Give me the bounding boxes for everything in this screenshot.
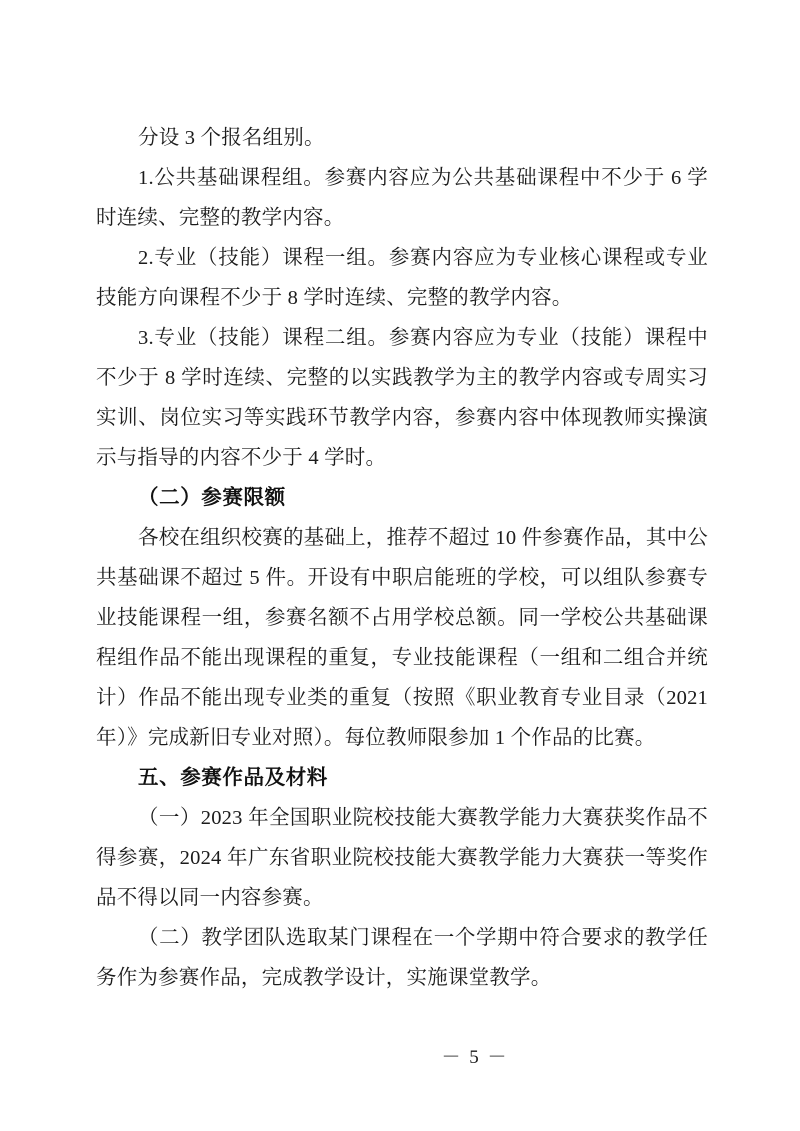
paragraph-quota-body: 各校在组织校赛的基础上，推荐不超过 10 件参赛作品，其中公共基础课不超过 5 件。开设有中职启能班的学校，可以组队参赛专业技能课程一组，参赛名额不占用学校总额。同一学校公共基础课程组作品不能出现课程的重复，专业技能课程（一组和二组合并统计）作品不能出现专业类的重复（按照《职业教育专业目录（2021 年）》完成新旧专业对照）。每位教师限参加 1 个作品的比赛。 — [96, 527, 708, 749]
heading-participation-quota: （二）参赛限额 — [138, 487, 286, 509]
paragraph-item-1: 1.公共基础课程组。参赛内容应为公共基础课程中不少于 6 学时连续、完整的教学内容。 — [96, 167, 708, 229]
paragraph-groups-intro: 分设 3 个报名组别。 — [138, 127, 325, 149]
paragraph-item-3: 3.专业（技能）课程二组。参赛内容应为专业（技能）课程中不少于 8 学时连续、完整的以实践教学为主的教学内容或专周实习实训、岗位实习等实践环节教学内容，参赛内容中体现教师实操演示与指导的内容不少于 4 学时。 — [96, 327, 708, 469]
paragraph-item-2: 2.专业（技能）课程一组。参赛内容应为专业核心课程或专业技能方向课程不少于 8 学时连续、完整的教学内容。 — [96, 247, 708, 309]
paragraph-five-item-1: （一）2023 年全国职业院校技能大赛教学能力大赛获奖作品不得参赛，2024 年广东省职业院校技能大赛教学能力大赛获一等奖作品不得以同一内容参赛。 — [96, 807, 708, 909]
document-body — [96, 118, 708, 998]
page-number: － 5 － — [441, 1047, 509, 1068]
paragraph-five-item-2: （二）教学团队选取某门课程在一个学期中符合要求的教学任务作为参赛作品，完成教学设计，实施课堂教学。 — [96, 927, 708, 989]
heading-section-five: 五、参赛作品及材料 — [138, 767, 328, 789]
